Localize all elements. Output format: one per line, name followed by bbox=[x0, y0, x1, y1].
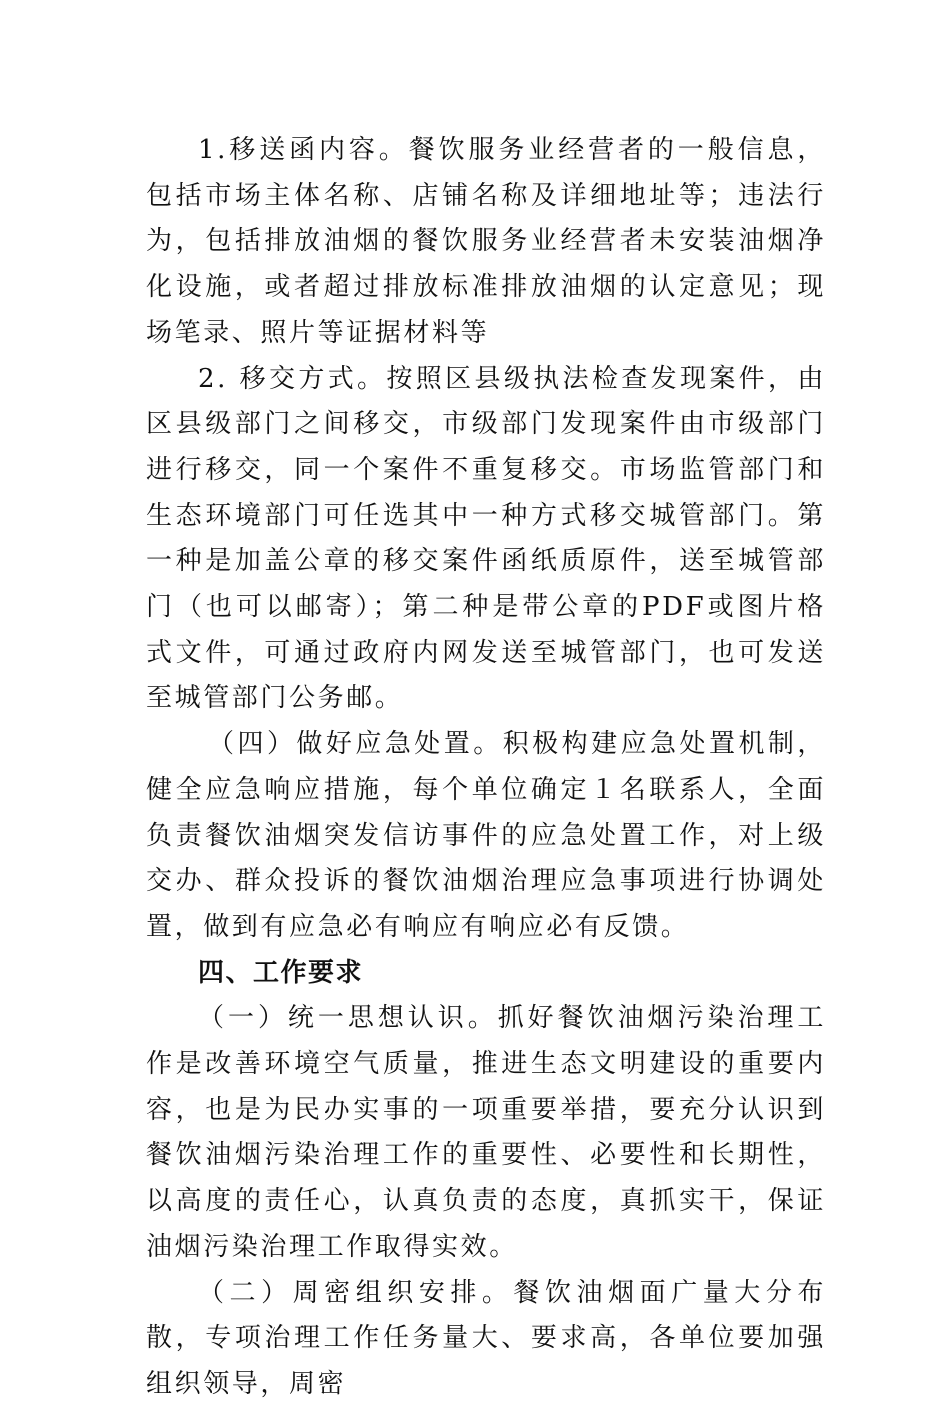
section-heading-work-requirements: 四、工作要求 bbox=[198, 957, 364, 988]
paragraph-emergency-handling: （四）做好应急处置。积极构建应急处置机制，健全应急响应措施，每个单位确定１名联系人，全面负责餐饮油烟突发信访事件的应急处置工作，对上级交办、群众投诉的餐饮油烟治理应急事项进行协调处置，做到有应急必有响应有响应必有反馈。 bbox=[146, 729, 826, 942]
document-body bbox=[146, 128, 826, 1408]
paragraph-organize-arrangement: （二）周密组织安排。餐饮油烟面广量大分布散，专项治理工作任务量大、要求高，各单位要加强组织领导，周密 bbox=[146, 1277, 826, 1399]
paragraph-transfer-letter-content: 1.移送函内容。餐饮服务业经营者的一般信息，包括市场主体名称、店铺名称及详细地址等；违法行为，包括排放油烟的餐饮服务业经营者未安装油烟净化设施，或者超过排放标准排放油烟的认定意见；现场笔录、照片等证据材料等 bbox=[146, 135, 826, 348]
paragraph-unify-thinking: （一）统一思想认识。抓好餐饮油烟污染治理工作是改善环境空气质量，推进生态文明建设的重要内容，也是为民办实事的一项重要举措，要充分认识到餐饮油烟污染治理工作的重要性、必要性和长期性，以高度的责任心，认真负责的态度，真抓实干，保证油烟污染治理工作取得实效。 bbox=[146, 1003, 826, 1262]
paragraph-transfer-method: 2. 移交方式。按照区县级执法检查发现案件，由区县级部门之间移交，市级部门发现案件由市级部门进行移交，同一个案件不重复移交。市场监管部门和生态环境部门可任选其中一种方式移交城管部门。第一种是加盖公章的移交案件函纸质原件，送至城管部门（也可以邮寄）；第二种是带公章的PDF或图片格式文件，可通过政府内网发送至城管部门，也可发送至城管部门公务邮。 bbox=[146, 363, 826, 714]
